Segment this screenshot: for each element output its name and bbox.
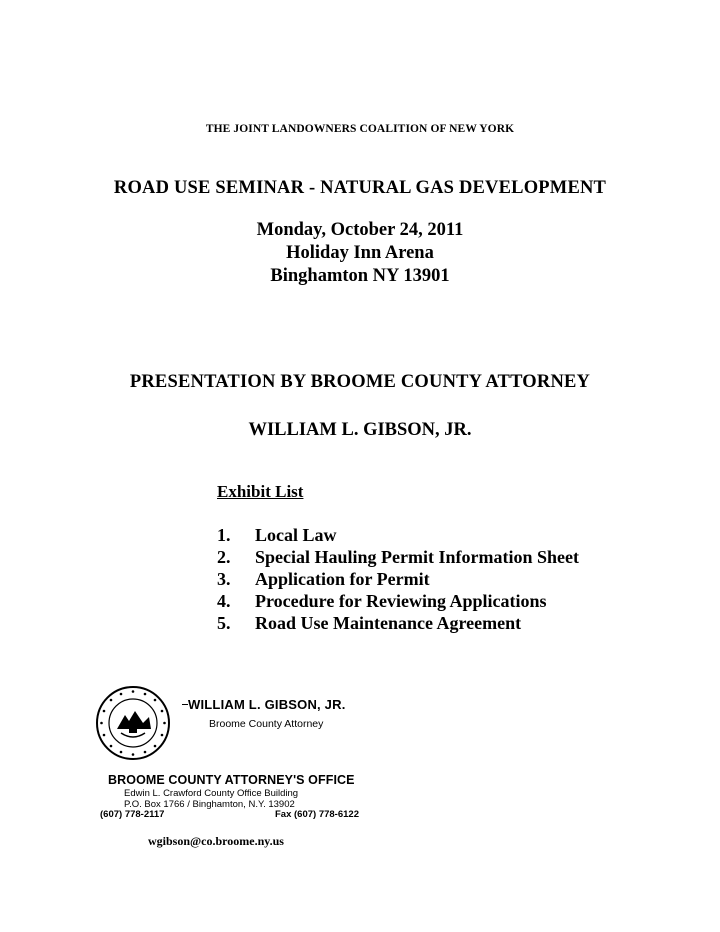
email-address: wgibson@co.broome.ny.us (148, 834, 284, 848)
exhibit-list (217, 524, 579, 634)
item-label: Local Law (255, 525, 337, 545)
item-number: 1. (217, 525, 231, 545)
item-number: 5. (217, 613, 231, 633)
card-attorney-name: WILLIAM L. GIBSON, JR. (188, 697, 346, 712)
office-po-box: P.O. Box 1766 / Binghamton, N.Y. 13902 (124, 799, 295, 810)
event-city: Binghamton NY 13901 (270, 266, 450, 286)
item-number: 2. (217, 547, 231, 567)
list-item (217, 524, 579, 546)
presentation-line: PRESENTATION BY BROOME COUNTY ATTORNEY (129, 372, 591, 392)
card-attorney-role: Broome County Attorney (209, 718, 324, 730)
list-item (217, 590, 579, 612)
item-label: Procedure for Reviewing Applications (255, 591, 547, 611)
office-building: Edwin L. Crawford County Office Building (124, 788, 299, 799)
item-label: Special Hauling Permit Information Sheet (255, 547, 579, 567)
item-label: Road Use Maintenance Agreement (255, 613, 522, 633)
exhibit-list-heading: Exhibit List (217, 482, 304, 501)
event-venue: Holiday Inn Arena (286, 243, 434, 263)
item-number: 3. (217, 569, 231, 589)
item-label: Application for Permit (255, 569, 430, 589)
list-item (217, 568, 579, 590)
seminar-title: ROAD USE SEMINAR - NATURAL GAS DEVELOPMENT (113, 178, 607, 198)
office-fax: Fax (607) 778-6122 (275, 809, 359, 820)
list-item (217, 612, 579, 634)
office-phone: (607) 778-2117 (100, 809, 165, 820)
item-number: 4. (217, 591, 231, 611)
organization-name: THE JOINT LANDOWNERS COALITION OF NEW YORK (205, 123, 515, 135)
list-item (217, 546, 579, 568)
event-date: Monday, October 24, 2011 (256, 220, 464, 240)
presenter-name: WILLIAM L. GIBSON, JR. (248, 420, 472, 440)
county-seal-icon (95, 685, 171, 761)
office-name: BROOME COUNTY ATTORNEY'S OFFICE (108, 773, 355, 787)
